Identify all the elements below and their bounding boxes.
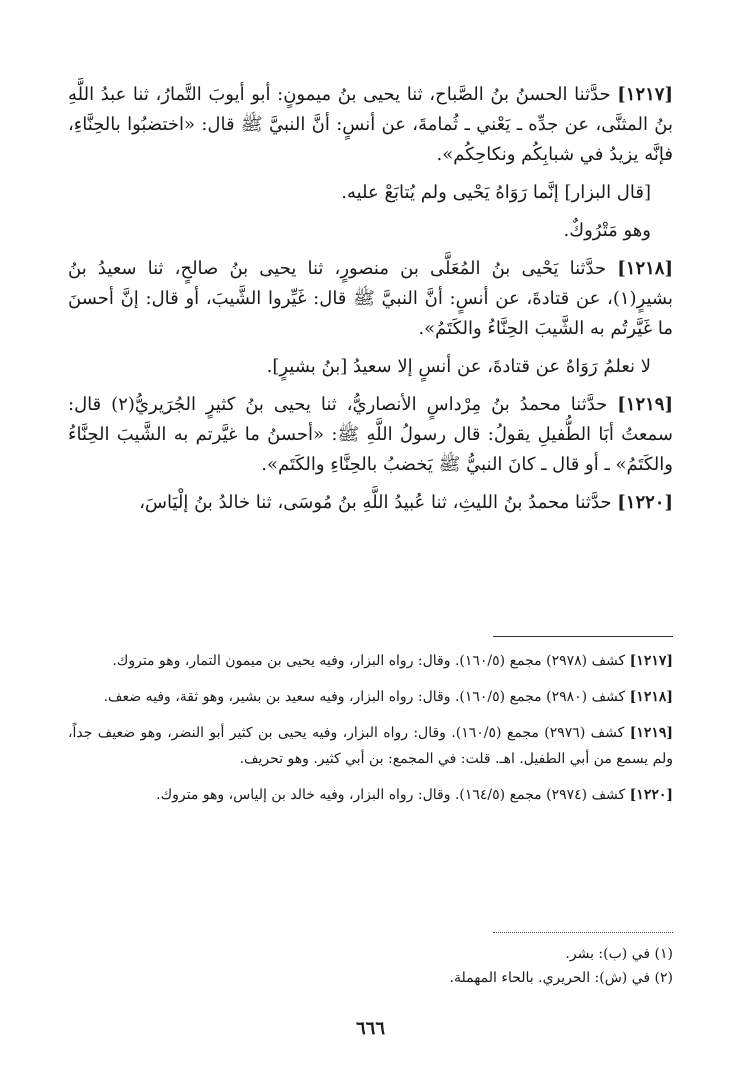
- hadith-number: [١٢١٩]: [617, 394, 673, 415]
- hadith-1218: [68, 254, 673, 344]
- comment-text: وهو مَتْرُوكٌ.: [563, 220, 651, 241]
- variant-number: (١): [654, 946, 673, 962]
- footnote-text: كشف (٢٩٧٦) مجمع (١٦٠/٥). وقال: رواه البزار، وفيه يحيى بن كثير أبو النضر، وهو ضعيف جداً، ولم يسمع من أبي الطفيل. اهـ. قلت: في المجمع: بن أبي كثير. وهو تحريف.: [68, 725, 673, 767]
- manuscript-variants: [68, 942, 673, 990]
- hadith-number: [١٢١٨]: [617, 258, 673, 279]
- page-number: ٦٦٦: [355, 1018, 385, 1039]
- grade-comment: [68, 216, 673, 246]
- hadith-text: حدَّثنا يَحْيى بنُ المُعَلَّى بن منصورٍ، ثنا يحيى بنُ صالحٍ، ثنا سعيدُ بنُ بشيرٍ(١)، عن قتادةَ، عن أنسٍ: أنَّ النبيَّ ﷺ قال: غَيِّروا الشَّيبَ، أو قال: إنَّ أحسنَ ما غَيَّرتُم به الشَّيبَ الحِنَّاءُ والكَتَمُ».: [68, 258, 673, 339]
- takhrij-footnotes: [68, 648, 673, 818]
- variant-note: [68, 942, 673, 966]
- variant-number: (٢): [654, 970, 673, 986]
- footnote-number: [١٢١٩]: [629, 725, 674, 741]
- comment-text: لا نعلمُ رَوَاهُ عن قتادةَ، عن أنسٍ إلا سعيدُ [بنُ بشيرٍ].: [266, 356, 651, 377]
- variant-text: في (ب): بشر.: [565, 946, 651, 962]
- footnote-separator: [493, 636, 673, 637]
- hadith-1217: [68, 80, 673, 170]
- page: [68, 80, 673, 1060]
- footnote-1217: [68, 648, 673, 674]
- hadith-1220: [68, 488, 673, 518]
- bazzar-comment: [68, 352, 673, 382]
- footnote-text: كشف (٢٩٧٨) مجمع (١٦٠/٥). وقال: رواه البزار، وفيه يحيى بن ميمون التمار، وهو متروك.: [112, 653, 626, 669]
- hadith-number: [١٢١٧]: [617, 84, 673, 105]
- bazzar-comment: [68, 178, 673, 208]
- variant-text: في (ش): الحريري. بالحاء المهملة.: [449, 970, 651, 986]
- main-text: [68, 80, 673, 518]
- hadith-text: حدَّثنا محمدُ بنُ مِرْداسٍ الأنصاريُّ، ثنا يحيى بنُ كثيرٍ الجُرَيريُّ(٢) قال: سمعتُ أبَا الطُّفيلِ يقولُ: قال رسولُ اللَّهِ ﷺ: «أحسنُ ما غيَّرتم به الشَّيبَ الحِنَّاءُ والكَتَمُ» ـ أو قال ـ كانَ النبيُّ ﷺ يَخضبُ بالحِنَّاءِ والكَتَم».: [68, 394, 673, 475]
- hadith-1219: [68, 390, 673, 480]
- comment-text: [قال البزار] إنَّما رَوَاهُ يَحْيى ولم يُتابَعْ عليه.: [341, 182, 651, 203]
- footnote-number: [١٢٢٠]: [629, 787, 673, 803]
- hadith-text: حدَّثنا محمدُ بنُ الليثِ، ثنا عُبيدُ اللَّهِ بنُ مُوسَى، ثنا خالدُ بنُ إلْيَاسَ،: [139, 492, 612, 513]
- footnote-1218: [68, 684, 673, 710]
- footnote-text: كشف (٢٩٨٠) مجمع (١٦٠/٥). وقال: رواه البزار، وفيه سعيد بن بشير، وهو ثقة، وفيه ضعف.: [103, 689, 626, 705]
- footnote-number: [١٢١٨]: [629, 689, 673, 705]
- footnote-text: كشف (٢٩٧٤) مجمع (١٦٤/٥). وقال: رواه البزار، وفيه خالد بن إلياس، وهو متروك.: [156, 787, 626, 803]
- footnote-1219: [68, 720, 673, 772]
- footnote-number: [١٢١٧]: [629, 653, 673, 669]
- hadith-number: [١٢٢٠]: [617, 492, 673, 513]
- hadith-text: حدَّثنا الحسنُ بنُ الصَّباح، ثنا يحيى بنُ ميمونٍ: أبو أيوبَ التَّمارُ، ثنا عبدُ اللَّهِ بنُ المثنَّى، عن جدِّه ـ يَعْني ـ ثُمامةَ، عن أنسٍ: أنَّ النبيَّ ﷺ قال: «اختضبُوا بالحِنَّاءِ، فإنَّه يزيدُ في شبابِكُم ونكاحِكُم».: [68, 84, 673, 165]
- footnote-1220: [68, 782, 673, 808]
- variant-note: [68, 966, 673, 990]
- variants-separator: [493, 932, 673, 933]
